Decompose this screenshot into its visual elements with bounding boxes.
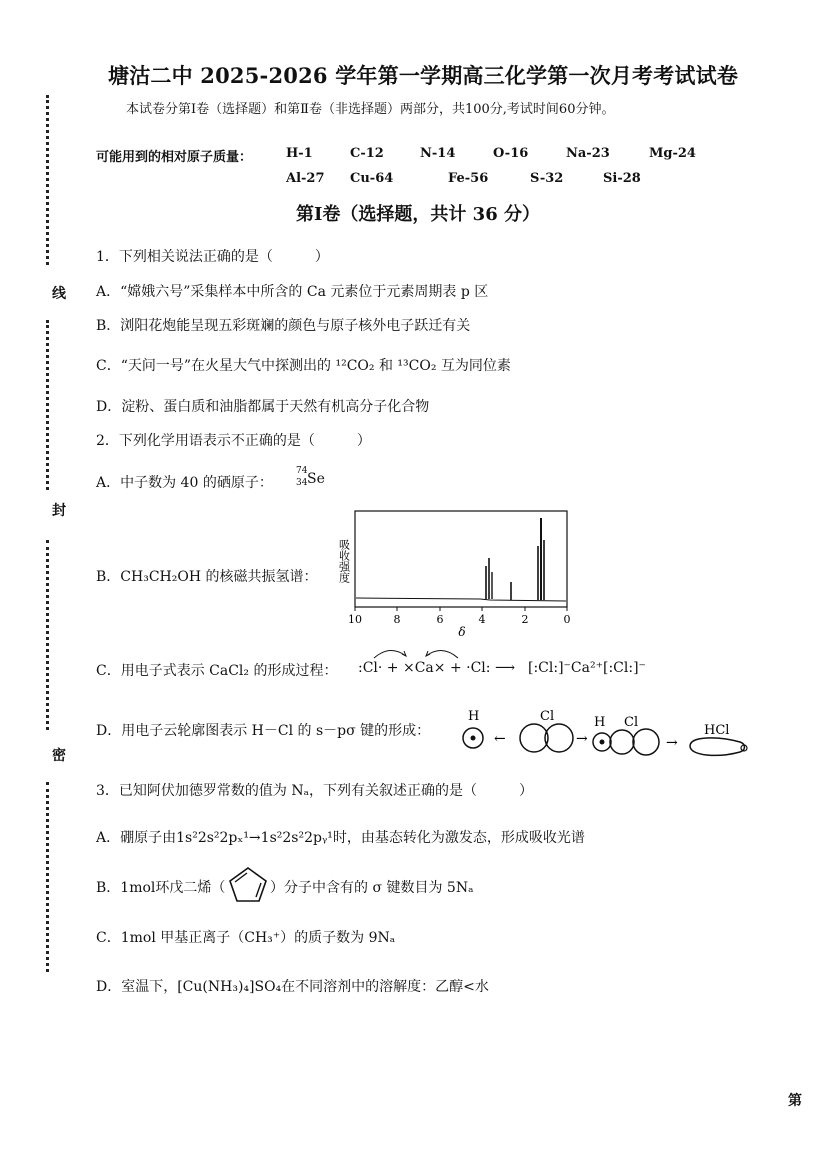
overlap-cl-lobe-left — [610, 730, 634, 754]
cl-p-lobe-right — [545, 724, 573, 752]
binding-line-upper — [46, 320, 49, 490]
mass-si: Si-28 — [603, 171, 641, 186]
q3-stem: 3．已知阿伏加德罗常数的值为 Nₐ，下列有关叙述正确的是（ ） — [96, 783, 534, 799]
mass-fe: Fe-56 — [448, 171, 489, 186]
nmr-tick-2: 2 — [521, 613, 529, 626]
masses-label: 可能用到的相对原子质量： — [96, 150, 253, 165]
overlap-h-nucleus — [600, 740, 605, 745]
mass-na: Na-23 — [566, 146, 610, 161]
nmr-peak-oh — [486, 558, 492, 599]
nmr-ylabel: 吸收强度 — [337, 539, 351, 583]
q2-option-a: A．中子数为 40 的硒原子： — [96, 475, 273, 491]
nmr-frame — [355, 511, 567, 607]
orbital-label-cl2: Cl — [624, 715, 639, 730]
binding-line-middle — [46, 540, 49, 730]
mass-al: Al-27 — [286, 171, 325, 186]
orbital-label-cl1: Cl — [540, 709, 555, 724]
cl-p-lobe-left — [520, 724, 548, 752]
cyclopentadiene-structure — [226, 864, 270, 904]
orbital-label-hcl: HCl — [704, 723, 730, 738]
orbital-label-h2: H — [594, 715, 606, 730]
mass-c: C-12 — [350, 146, 384, 161]
arrow-left: ← — [494, 731, 506, 747]
binding-line-bottom — [46, 782, 49, 972]
section-title: 第Ⅰ卷（选择题，共计 36 分） — [296, 204, 541, 225]
nmr-peak-ch3 — [538, 518, 544, 600]
orbital-label-h1: H — [468, 709, 480, 724]
nmr-spectrum — [330, 506, 580, 640]
mass-o: O-16 — [493, 146, 529, 161]
nmr-tick-10: 10 — [348, 613, 362, 626]
q2-option-b: B．CH₃CH₂OH 的核磁共振氢谱： — [96, 569, 318, 585]
mass-s: S-32 — [530, 171, 564, 186]
orbital-diagram — [458, 706, 754, 760]
q1-stem: 1．下列相关说法正确的是（ ） — [96, 249, 329, 265]
electron-arrows — [366, 642, 476, 660]
nmr-xlabel: δ — [458, 625, 466, 639]
q1-option-d: D．淀粉、蛋白质和油脂都属于天然有机高分子化合物 — [96, 399, 430, 415]
nuclide-element: Se — [307, 471, 325, 487]
nmr-tick-4: 4 — [478, 613, 486, 626]
overlap-cl-lobe-right — [633, 729, 659, 755]
page-number: 第 — [788, 1093, 802, 1109]
nmr-tick-8: 8 — [393, 613, 401, 626]
q3-option-a: A．硼原子由1s²2s²2pₓ¹→1s²2s²2pᵧ¹时，由基态转化为激发态，形成吸收光谱 — [96, 830, 585, 846]
margin-label-mi: 密 — [52, 748, 66, 764]
hcl-sigma-bond — [690, 738, 745, 755]
exam-title: 塘沽二中 2025-2026 学年第一学期高三化学第一次月考考试试卷 — [108, 63, 739, 88]
nmr-baseline — [356, 598, 566, 601]
q1-option-b: B．浏阳花炮能呈现五彩斑斓的颜色与原子核外电子跃迁有关 — [96, 318, 471, 334]
q1-option-a: A．“嫦娥六号”采集样本中所含的 Ca 元素位于元素周期表 p 区 — [96, 284, 489, 300]
q3-option-d: D．室温下，[Cu(NH₃)₄]SO₄在不同溶剂中的溶解度：乙醇<水 — [96, 979, 489, 995]
q1-option-c: C．“天问一号”在火星大气中探测出的 ¹²CO₂ 和 ¹³CO₂ 互为同位素 — [96, 358, 511, 374]
mass-n: N-14 — [420, 146, 456, 161]
binding-line-top — [46, 95, 49, 265]
q3-option-b-tail: ）分子中含有的 σ 键数目为 5Nₐ — [270, 880, 474, 896]
nuclide-number: 34 — [296, 478, 308, 488]
cacl2-product: [:Cl:]⁻Ca²⁺[:Cl:]⁻ — [528, 660, 646, 676]
margin-label-feng: 封 — [52, 503, 66, 519]
mass-h: H-1 — [286, 146, 313, 161]
nmr-tick-0: 0 — [563, 613, 571, 626]
arrow-right: → — [576, 731, 588, 747]
mass-mg: Mg-24 — [649, 146, 696, 161]
nuclide-symbol — [296, 466, 332, 492]
exam-subtitle: 本试卷分第Ⅰ卷（选择题）和第Ⅱ卷（非选择题）两部分，共100分,考试时间60分钟。 — [126, 102, 615, 117]
margin-label-xian: 线 — [52, 286, 66, 302]
cacl2-reactants: :Cl· + ×Ca× + ·Cl: ⟶ — [358, 660, 516, 676]
q3-option-b: B．1mol环戊二烯（ — [96, 880, 226, 896]
q2-option-c: C．用电子式表示 CaCl₂ 的形成过程： — [96, 663, 338, 679]
q3-option-c: C．1mol 甲基正离子（CH₃⁺）的质子数为 9Nₐ — [96, 930, 396, 946]
arrow-to-hcl: → — [666, 735, 678, 751]
h-nucleus — [471, 736, 476, 741]
q2-option-d: D．用电子云轮廓图表示 H－Cl 的 s－pσ 键的形成： — [96, 723, 431, 739]
q2-stem: 2．下列化学用语表示不正确的是（ ） — [96, 433, 371, 449]
nuclide-mass: 74 — [296, 466, 308, 476]
nmr-tick-6: 6 — [436, 613, 444, 626]
mass-cu: Cu-64 — [350, 171, 394, 186]
